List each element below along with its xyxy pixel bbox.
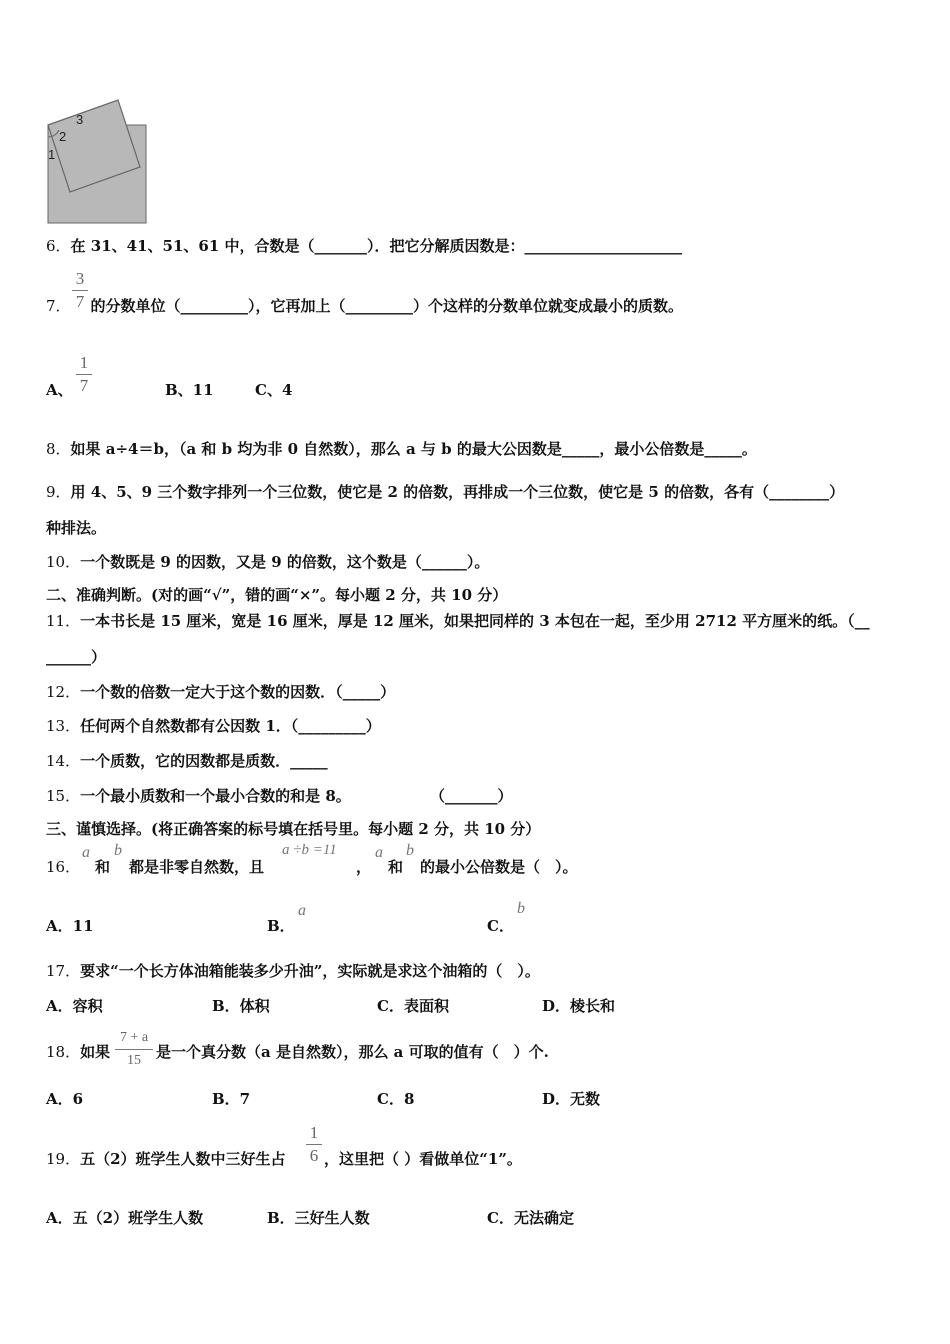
question-number: 18． (46, 1043, 81, 1061)
numerator: 1 (79, 353, 89, 372)
q16-option-b[interactable]: B． (267, 917, 295, 935)
section-3-heading: 三、谨慎选择。(将正确答案的标号填在括号里。每小题 2 分，共 10 分） (46, 820, 541, 838)
question-number: 11． (46, 612, 81, 630)
q18-option-c[interactable]: C．8 (377, 1090, 415, 1108)
question-number: 9． (46, 483, 71, 501)
question-13 (46, 716, 381, 736)
q16-tail-text: 的最小公倍数是（ ）。 (420, 858, 578, 876)
expression: a ÷b =11 (282, 842, 337, 858)
question-number: 13． (46, 717, 81, 735)
question-16 (46, 857, 80, 877)
question-11-cont (46, 647, 106, 667)
comma: ， (356, 858, 372, 876)
q16-option-a[interactable]: A．11 (46, 917, 94, 935)
q7-option-a-fraction (76, 354, 92, 395)
q16-option-c[interactable]: C． (487, 917, 514, 935)
var-a: a (82, 844, 90, 861)
angle-label-1: 1 (48, 147, 56, 162)
question-text: 一本书长是 15 厘米，宽是 16 厘米，厚是 12 厘米，如果把同样的 3 本包在一起，至少用 2712 平方厘米的纸。（__ (80, 612, 870, 630)
question-number: 10． (46, 553, 81, 571)
question-number: 7． (46, 297, 71, 315)
question-18 (46, 1042, 110, 1062)
geometry-figure (40, 95, 155, 230)
question-number: 12． (46, 683, 81, 701)
angle-label-2: 2 (59, 129, 67, 144)
question-number: 17． (46, 962, 81, 980)
question-number: 14． (46, 752, 81, 770)
question-text: 任何两个自然数都有公因数 1．（_________） (80, 717, 381, 735)
var-a-2: a (375, 844, 383, 861)
numerator: 1 (309, 1123, 319, 1142)
q17-option-a[interactable]: A．容积 (46, 997, 103, 1015)
denominator: 7 (79, 376, 89, 395)
denominator: 7 (75, 292, 85, 311)
question-number: 19． (46, 1150, 81, 1168)
question-text: 如果 a÷4＝b，（a 和 b 均为非 0 自然数），那么 a 与 b 的最大公因数是_____，最小公倍数是_____。 (70, 440, 757, 458)
question-12 (46, 682, 395, 702)
question-text: 在 31、41、51、61 中，合数是（_______）．把它分解质因数是：_____________________ (70, 237, 682, 255)
q17-option-b[interactable]: B．体积 (212, 997, 270, 1015)
q19-option-a[interactable]: A．五（2）班学生人数 (46, 1209, 204, 1227)
q7-option-a[interactable] (46, 380, 73, 400)
question-number: 8． (46, 440, 71, 458)
question-number: 16． (46, 858, 81, 876)
q16-option-c-var: b (517, 900, 525, 917)
question-text-cont: ______） (46, 648, 107, 666)
denominator: 15 (127, 1053, 141, 1068)
fraction-1-6 (306, 1124, 322, 1165)
q16-mid-text: 都是非零自然数，且 (129, 858, 265, 876)
question-19-text: ，这里把（ ）看做单位“1”。 (324, 1150, 522, 1168)
question-7 (46, 296, 683, 316)
question-number: 6． (46, 237, 71, 255)
question-text-cont: 种排法。 (46, 519, 107, 537)
section-2-heading: 二、准确判断。(对的画“√”，错的画“×”。每小题 2 分，共 10 分） (46, 586, 508, 604)
question-number: 15． (46, 787, 81, 805)
q18-option-b[interactable]: B．7 (212, 1090, 251, 1108)
question-17 (46, 961, 540, 981)
question-9 (46, 482, 844, 502)
fraction-7a-15 (115, 1029, 153, 1070)
word-he-2: 和 (388, 858, 404, 876)
question-text: 的分数单位（_________），它再加上（_________）个这样的分数单位就变成最小的质数。 (90, 297, 684, 315)
question-14 (46, 751, 328, 771)
numerator: 3 (75, 269, 85, 288)
question-19 (46, 1149, 286, 1169)
question-text: 一个数的倍数一定大于这个数的因数．（_____） (80, 683, 396, 701)
question-prefix: 如果 (80, 1043, 111, 1061)
question-15 (46, 786, 351, 806)
question-10 (46, 552, 489, 572)
numerator: 7 + a (119, 1030, 149, 1045)
question-11 (46, 611, 870, 631)
question-8 (46, 439, 757, 459)
question-18-text: 是一个真分数（a 是自然数），那么 a 可取的值有（ ）个. (156, 1043, 549, 1061)
question-6 (46, 236, 682, 256)
question-text: 一个数既是 9 的因数，又是 9 的倍数，这个数是（______）。 (80, 553, 490, 571)
q18-option-d[interactable]: D．无数 (542, 1090, 601, 1108)
question-9-cont (46, 518, 106, 538)
q19-option-c[interactable]: C．无法确定 (487, 1209, 574, 1227)
question-15-blank[interactable]: （_______） (430, 787, 513, 805)
question-text: 一个最小质数和一个最小合数的和是 8。 (80, 787, 351, 805)
var-b-2: b (406, 842, 414, 859)
word-he: 和 (95, 858, 111, 876)
var-b: b (114, 842, 122, 859)
q18-option-a[interactable]: A．6 (46, 1090, 84, 1108)
question-prefix: 五（2）班学生人数中三好生占 (80, 1150, 286, 1168)
q7-option-c[interactable]: C、4 (255, 381, 293, 399)
question-text: 用 4、5、9 三个数字排列一个三位数，使它是 2 的倍数，再排成一个三位数，使它是 5 的倍数，各有（________） (70, 483, 845, 501)
option-label: A、 (46, 381, 73, 399)
question-text: 要求“一个长方体油箱能装多少升油”，实际就是求这个油箱的（ ）。 (80, 962, 540, 980)
q7-option-b[interactable]: B、11 (165, 381, 214, 399)
denominator: 6 (309, 1146, 319, 1165)
q16-option-b-var: a (298, 902, 306, 919)
q19-option-b[interactable]: B．三好生人数 (267, 1209, 370, 1227)
question-text: 一个质数，它的因数都是质数．_____ (80, 752, 328, 770)
q17-option-d[interactable]: D．棱长和 (542, 997, 616, 1015)
q17-option-c[interactable]: C．表面积 (377, 997, 449, 1015)
angle-label-3: 3 (76, 112, 84, 127)
